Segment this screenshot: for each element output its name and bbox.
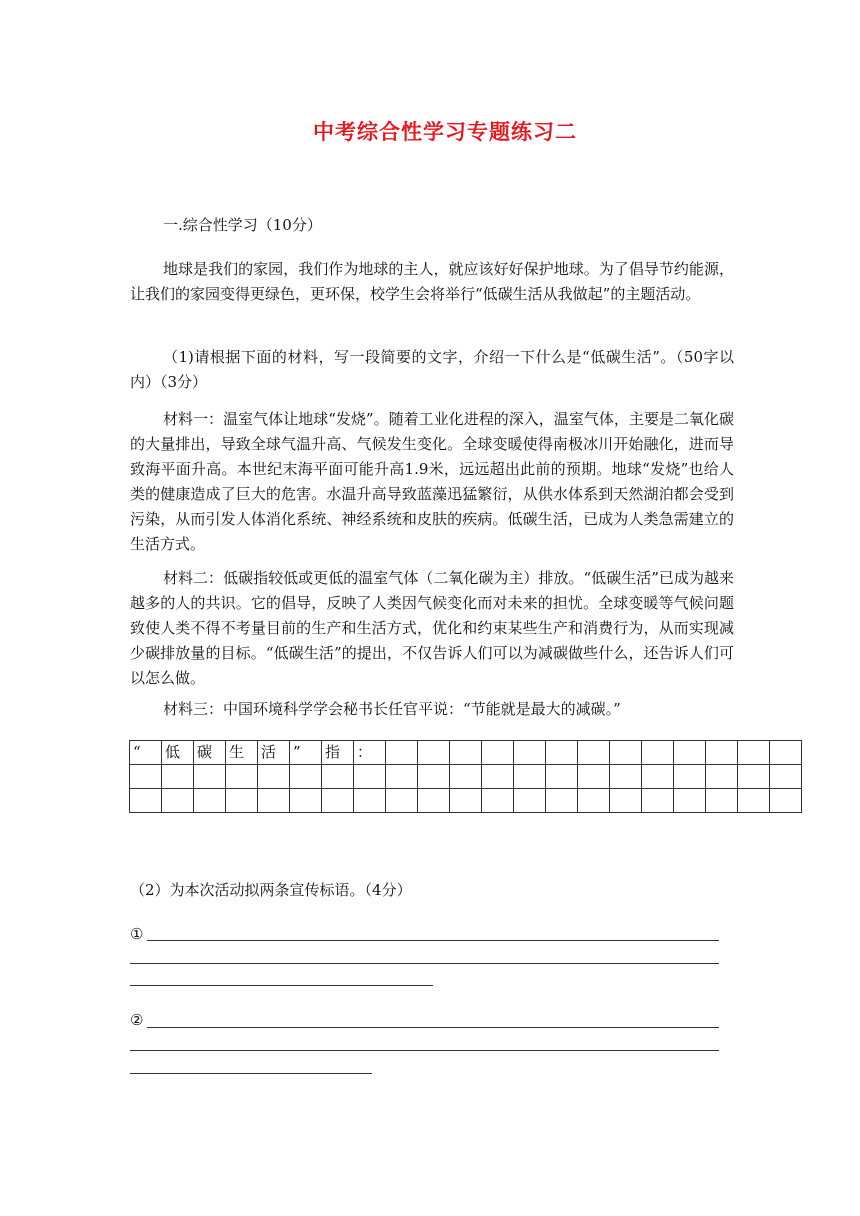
question-2: （2）为本次活动拟两条宣传标语。（4分）: [130, 881, 412, 899]
answer-grid-cell[interactable]: [450, 741, 482, 765]
answer-grid-cell[interactable]: [770, 741, 802, 765]
answer-grid-cell[interactable]: [706, 741, 738, 765]
answer-grid-cell[interactable]: [386, 789, 418, 813]
answer-grid-row: [130, 789, 802, 813]
blank-2-line-2[interactable]: [130, 1050, 719, 1051]
answer-grid-cell[interactable]: [226, 765, 258, 789]
answer-grid-cell[interactable]: ：: [354, 741, 386, 765]
answer-grid-cell[interactable]: [418, 765, 450, 789]
page-title: 中考综合性学习专题练习二: [313, 119, 577, 144]
answer-grid-cell[interactable]: [514, 765, 546, 789]
answer-grid-cell[interactable]: [354, 789, 386, 813]
answer-grid-cell[interactable]: [450, 789, 482, 813]
answer-grid-cell[interactable]: [354, 765, 386, 789]
answer-grid-cell[interactable]: [706, 789, 738, 813]
material-2: 材料二：低碳指较低或更低的温室气体（二氧化碳为主）排放。“低碳生活”已成为越来越多的人的共识。它的倡导，反映了人类因气候变化而对未来的担忧。全球变暖等气候问题致使人类不得不考量目前的生产和生活方式，优化和约束某些生产和消费行为，从而实现减少碳排放量的目标。“低碳生活”的提出，不仅告诉人们可以为减碳做些什么，还告诉人们可以怎么做。: [130, 569, 734, 687]
answer-grid-cell[interactable]: [610, 765, 642, 789]
answer-grid-cell[interactable]: [770, 765, 802, 789]
answer-grid-cell[interactable]: 低: [162, 741, 194, 765]
answer-grid-cell[interactable]: [642, 765, 674, 789]
blank-1-marker: ①: [130, 925, 144, 943]
answer-grid-cell[interactable]: [738, 741, 770, 765]
answer-grid-cell[interactable]: [546, 765, 578, 789]
answer-grid-cell[interactable]: [194, 765, 226, 789]
section-heading-text: 一.综合性学习（10分）: [163, 216, 322, 234]
answer-grid-cell[interactable]: 指: [322, 741, 354, 765]
answer-grid-cell[interactable]: [610, 741, 642, 765]
answer-grid-cell[interactable]: [770, 789, 802, 813]
answer-grid-cell[interactable]: 碳: [194, 741, 226, 765]
answer-grid-row: [130, 765, 802, 789]
answer-grid-cell[interactable]: [162, 765, 194, 789]
answer-grid-cell[interactable]: [290, 765, 322, 789]
material-3: 材料三：中国环境科学学会秘书长任官平说：“节能就是最大的减碳。”: [163, 700, 621, 718]
answer-grid-cell[interactable]: [322, 765, 354, 789]
answer-grid-cell[interactable]: [482, 765, 514, 789]
material-1: 材料一：温室气体让地球“发烧”。随着工业化进程的深入，温室气体，主要是二氧化碳的大量排出，导致全球气温升高、气候发生变化。全球变暖使得南极冰川开始融化，进而导致海平面升高。本世纪末海平面可能升高1.9米，远远超出此前的预期。地球“发烧”也给人类的健康造成了巨大的危害。水温升高导致蓝藻迅猛繁衍，从供水体系到天然湖泊都会受到污染，从而引发人体消化系统、神经系统和皮肤的疾病。低碳生活，已成为人类急需建立的生活方式。: [130, 410, 734, 553]
answer-grid-cell[interactable]: [610, 789, 642, 813]
answer-grid-cell[interactable]: [130, 765, 162, 789]
answer-grid-cell[interactable]: [386, 765, 418, 789]
answer-grid-cell[interactable]: [290, 789, 322, 813]
answer-grid-cell[interactable]: [546, 789, 578, 813]
answer-grid-cell[interactable]: [578, 741, 610, 765]
answer-grid-cell[interactable]: [322, 789, 354, 813]
blank-2-marker: ②: [130, 1011, 144, 1029]
answer-grid-cell[interactable]: [514, 741, 546, 765]
answer-grid-cell[interactable]: [642, 741, 674, 765]
answer-grid-cell[interactable]: [450, 765, 482, 789]
answer-grid-cell[interactable]: [642, 789, 674, 813]
answer-grid-cell[interactable]: 活: [258, 741, 290, 765]
answer-grid-cell[interactable]: [162, 789, 194, 813]
answer-grid-cell[interactable]: ”: [290, 741, 322, 765]
answer-grid-cell[interactable]: [738, 765, 770, 789]
answer-grid-cell[interactable]: [130, 789, 162, 813]
blank-1-line-1[interactable]: [147, 940, 719, 941]
blank-1-line-2[interactable]: [130, 963, 719, 964]
answer-grid-cell[interactable]: [482, 789, 514, 813]
answer-grid-cell[interactable]: [674, 765, 706, 789]
answer-grid-cell[interactable]: 生: [226, 741, 258, 765]
answer-grid[interactable]: [129, 740, 802, 813]
answer-grid-cell[interactable]: [418, 741, 450, 765]
answer-grid-row: [130, 741, 802, 765]
answer-grid-cell[interactable]: [418, 789, 450, 813]
answer-grid-cell[interactable]: [674, 741, 706, 765]
answer-grid-cell[interactable]: [546, 741, 578, 765]
answer-grid-cell[interactable]: [258, 765, 290, 789]
answer-grid-cell[interactable]: [578, 765, 610, 789]
answer-grid-cell[interactable]: [706, 765, 738, 789]
answer-grid-cell[interactable]: [482, 741, 514, 765]
answer-grid-cell[interactable]: [194, 789, 226, 813]
answer-grid-cell[interactable]: [738, 789, 770, 813]
blank-1-line-3[interactable]: [130, 985, 433, 986]
question-1: （1)请根据下面的材料，写一段简要的文字，介绍一下什么是“低碳生活”。（50字以内）（3分）: [130, 348, 734, 391]
blank-2-line-1[interactable]: [147, 1027, 719, 1028]
answer-grid-cell[interactable]: [386, 741, 418, 765]
answer-grid-cell[interactable]: [578, 789, 610, 813]
answer-grid-cell[interactable]: [674, 789, 706, 813]
answer-grid-cell[interactable]: [514, 789, 546, 813]
answer-grid-cell[interactable]: [258, 789, 290, 813]
section-heading: [130, 213, 734, 238]
intro-paragraph: 地球是我们的家园，我们作为地球的主人，就应该好好保护地球。为了倡导节约能源，让我们的家园变得更绿色，更环保，校学生会将举行“低碳生活从我做起”的主题活动。: [130, 260, 734, 303]
answer-grid-cell[interactable]: “: [130, 741, 162, 765]
answer-grid-cell[interactable]: [226, 789, 258, 813]
blank-2-line-3[interactable]: [130, 1073, 372, 1074]
